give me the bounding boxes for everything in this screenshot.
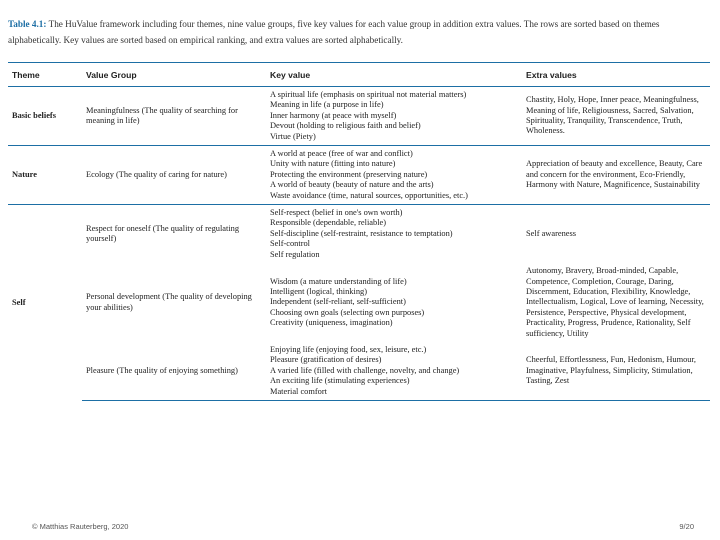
table-row <box>8 342 710 401</box>
extra-values-cell: Appreciation of beauty and excellence, Beauty, Care and concern for the environment, Eco-Friendly, Harmony with Nature, Magnificence, Sustainability <box>522 146 710 205</box>
key-values-cell <box>266 263 522 342</box>
key-value: Choosing own goals (selecting own purposes) <box>270 307 425 317</box>
copyright-footer: © Matthias Rauterberg, 2020 <box>32 522 129 531</box>
key-value: Creativity (uniqueness, imagination) <box>270 318 393 328</box>
key-value: Self regulation <box>270 249 320 259</box>
key-value: Self-control <box>270 239 311 249</box>
key-value: Intelligent (logical, thinking) <box>270 286 367 296</box>
value-group-cell: Pleasure (The quality of enjoying something) <box>82 342 266 401</box>
value-group-cell: Personal development (The quality of developing your abilities) <box>86 292 252 312</box>
key-value: Responsible (dependable, reliable) <box>270 218 387 228</box>
key-values-cell <box>266 342 522 401</box>
key-value: Unity with nature (fitting into nature) <box>270 159 396 169</box>
key-value: Wisdom (a mature understanding of life) <box>270 276 407 286</box>
key-value: A spiritual life (emphasis on spiritual not material matters) <box>270 90 467 99</box>
key-value: Material comfort <box>270 386 327 396</box>
key-values-cell <box>266 205 522 264</box>
key-value: Self-respect (belief in one's own worth) <box>270 208 403 218</box>
extra-values-cell: Cheerful, Effortlessness, Fun, Hedonism, Humour, Imaginative, Playfulness, Simplicity, Stimulation, Tasting, Zest <box>522 342 710 401</box>
value-group-cell: Ecology (The quality of caring for nature) <box>82 146 266 205</box>
key-value: Virtue (Piety) <box>270 131 316 141</box>
key-values-cell <box>266 87 522 146</box>
table-row <box>8 263 710 342</box>
huvalue-table <box>8 62 710 401</box>
table-header-row <box>8 63 710 87</box>
extra-values-cell: Autonomy, Bravery, Broad-minded, Capable, Competence, Completion, Courage, Daring, Discernment, Education, Flexibility, Knowledge, Intellectualism, Logical, Love of learning, Necessity, Persistence, Perspective, Physical development, Practicality, Progress, Prudence, Rationality, Self sufficiency, Utility <box>526 266 704 338</box>
table-row <box>8 146 710 205</box>
theme-cell: Self <box>8 205 82 401</box>
theme-cell: Basic beliefs <box>8 87 82 146</box>
key-value: A world at peace (free of war and conflict) <box>270 149 413 159</box>
table-row <box>8 87 710 146</box>
caption-text: The HuValue framework including four themes, nine value groups, five key values for each value group in addition extra values. The rows are sorted based on themes alphabetically. Key values are sorted based on empirical ranking, and extra values are sorted alphabetically. <box>8 19 660 45</box>
header-key-value: Key value <box>266 63 522 87</box>
key-value: Protecting the environment (preserving nature) <box>270 169 428 179</box>
header-theme: Theme <box>8 63 82 87</box>
key-values-cell <box>266 146 522 205</box>
value-group-cell: Meaningfulness (The quality of searching for meaning in life) <box>82 87 266 146</box>
key-value: Independent (self-reliant, self-sufficient) <box>270 297 406 307</box>
key-value: Enjoying life (enjoying food, sex, leisure, etc.) <box>270 344 427 354</box>
table-caption <box>8 16 708 48</box>
header-extra-values: Extra values <box>522 63 710 87</box>
key-value: A varied life (filled with challenge, novelty, and change) <box>270 365 460 375</box>
theme-cell: Nature <box>8 146 82 205</box>
value-group-cell: Respect for oneself (The quality of regulating yourself) <box>82 205 266 264</box>
page-number: 9/20 <box>679 522 694 531</box>
caption-label: Table 4.1: <box>8 19 47 29</box>
header-value-group: Value Group <box>82 63 266 87</box>
key-value: Pleasure (gratification of desires) <box>270 355 382 365</box>
key-value: A world of beauty (beauty of nature and the arts) <box>270 180 434 190</box>
key-value: Inner harmony (at peace with myself) <box>270 110 397 120</box>
extra-values-cell: Chastity, Holy, Hope, Inner peace, Meaningfulness, Meaning of life, Religiousness, Sacred, Salvation, Spirituality, Tranquility, Transcendence, Truth, Wholeness. <box>522 87 710 146</box>
key-value: An exciting life (stimulating experiences) <box>270 376 410 386</box>
extra-values-cell: Self awareness <box>522 205 710 264</box>
key-value: Waste avoidance (time, natural sources, opportunities, etc.) <box>270 190 468 200</box>
table-row <box>8 205 710 264</box>
key-value: Devout (holding to religious faith and belief) <box>270 121 421 131</box>
key-value: Meaning in life (a purpose in life) <box>270 100 384 110</box>
key-value: Self-discipline (self-restraint, resistance to temptation) <box>270 228 453 238</box>
